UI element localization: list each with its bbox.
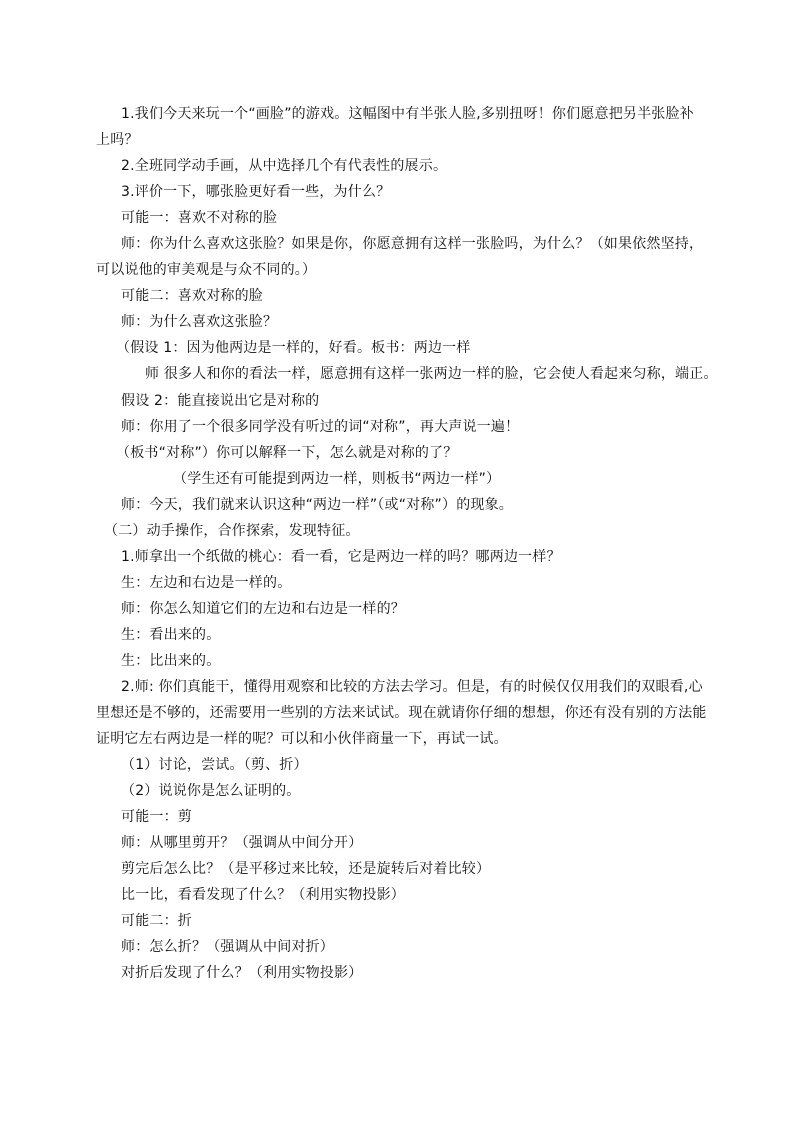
text-line: 假设 2：能直接说出它是对称的 (121, 393, 320, 409)
text-line: 里想还是不够的，还需要用一些别的方法来试试。现在就请你仔细的想想，你还有没有别的方法能 (96, 705, 707, 721)
text-line: 上吗？ (96, 132, 139, 148)
text-line: 可能二：喜欢对称的脸 (121, 288, 263, 304)
text-line: 师：你怎么知道它们的左边和右边是一样的？ (121, 601, 405, 617)
text-line: 可能二：折 (121, 913, 192, 929)
text-line: 师 很多人和你的看法一样，愿意拥有这样一张两边一样的脸，它会使人看起来匀称，端正。 (145, 366, 718, 382)
text-line: 剪完后怎么比？（是平移过来比较，还是旋转后对着比较） (121, 861, 491, 877)
text-line: 证明它左右两边是一样的呢？可以和小伙伴商量一下，再试一试。 (96, 731, 508, 747)
text-line: 2.全班同学动手画，从中选择几个有代表性的展示。 (121, 158, 448, 174)
text-line: 生：看出来的。 (121, 627, 221, 643)
text-line: 师：你用了一个很多同学没有听过的词“对称”，再大声说一遍！ (121, 419, 520, 435)
text-line: 师：从哪里剪开？（强调从中间分开） (121, 835, 363, 851)
text-line: （学生还有可能提到两边一样，则板书“两边一样”） (173, 471, 501, 487)
text-line: 2.师: 你们真能干，懂得用观察和比较的方法去学习。但是，有的时候仅仅用我们的双眼看,心 (121, 679, 703, 695)
text-line: 生：左边和右边是一样的。 (121, 575, 292, 591)
text-line: 可能一：喜欢不对称的脸 (121, 210, 278, 226)
text-line: 师：今天，我们就来认识这种“两边一样”（或“对称”）的现象。 (121, 497, 514, 513)
text-line: （1）讨论，尝试。（剪、折） (121, 757, 308, 773)
text-line: 1.师拿出一个纸做的桃心：看一看，它是两边一样的吗？哪两边一样？ (121, 549, 561, 565)
text-line: （板书“对称”）你可以解释一下，怎么就是对称的了？ (116, 445, 458, 461)
text-line: 师：为什么喜欢这张脸？ (121, 314, 278, 330)
text-line: 师：你为什么喜欢这张脸？如果是你，你愿意拥有这样一张脸吗，为什么？（如果依然坚持， (121, 236, 704, 252)
text-line: 1.我们今天来玩一个“画脸”的游戏。这幅图中有半张人脸,多别扭呀！你们愿意把另半张脸补 (121, 106, 694, 122)
text-line: 可以说他的审美观是与众不同的。） (96, 262, 317, 278)
section-heading: （二）动手操作，合作探索，发现特征。 (104, 523, 360, 539)
text-line: 对折后发现了什么？（利用实物投影） (121, 965, 363, 981)
text-line: 3.评价一下，哪张脸更好看一些，为什么？ (121, 184, 391, 200)
text-line: （假设 1：因为他两边是一样的，好看。板书：两边一样 (116, 340, 471, 356)
text-line: 师：怎么折？（强调从中间对折） (121, 939, 334, 955)
text-line: 比一比，看看发现了什么？（利用实物投影） (121, 887, 405, 903)
text-line: 生：比出来的。 (121, 653, 221, 669)
text-line: （2）说说你是怎么证明的。 (121, 783, 301, 799)
text-line: 可能一：剪 (121, 809, 192, 825)
